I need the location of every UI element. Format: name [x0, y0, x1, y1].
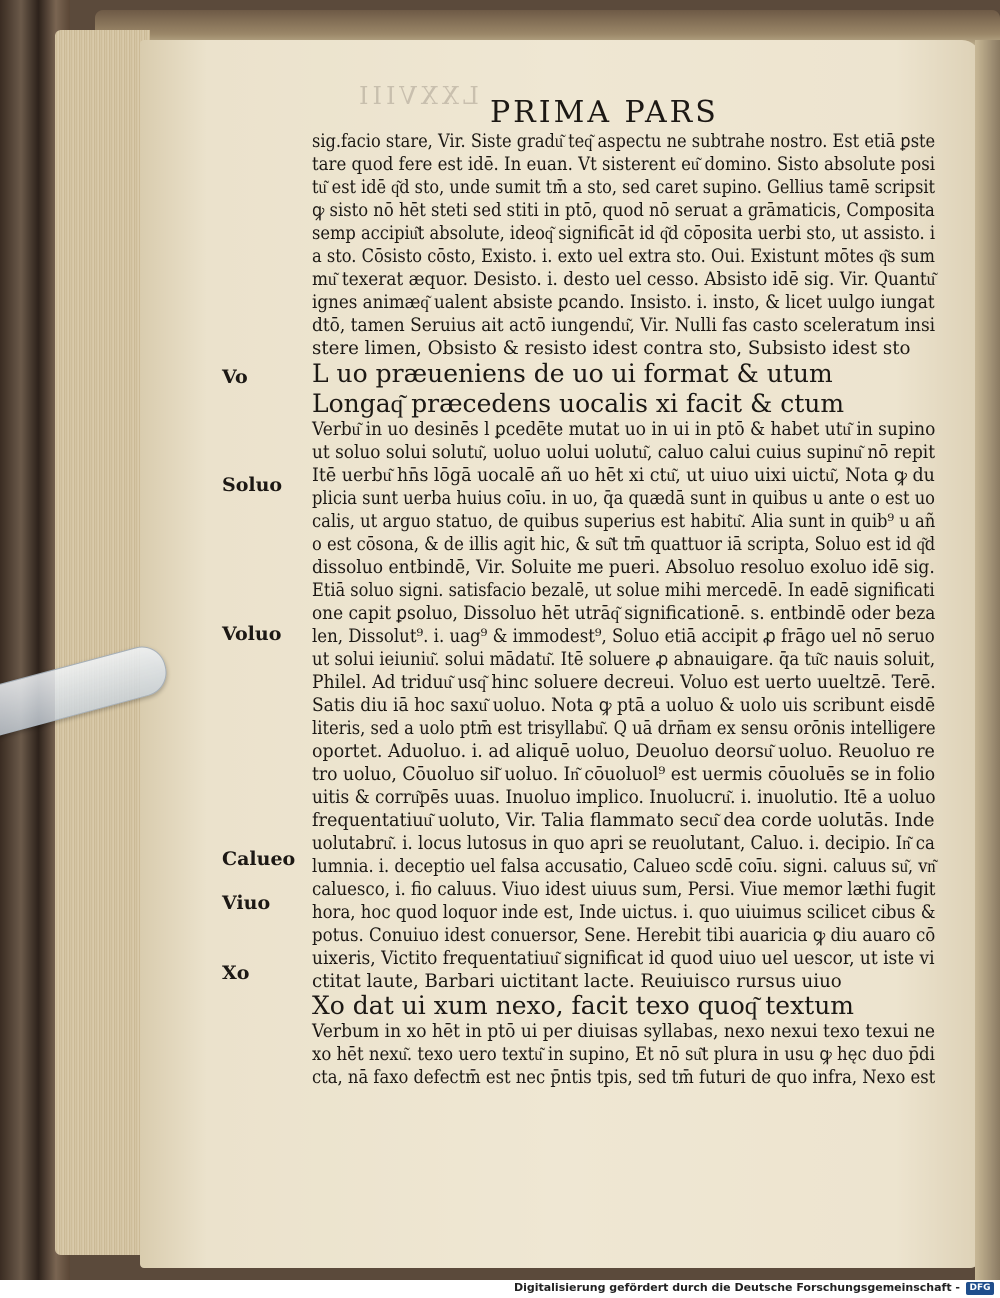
margin-note-calueo: Calueo — [222, 848, 296, 870]
text-line: uixeris, Victito frequentatiuu͂ significat id quod uiuo uel uescor, ut iste vi — [312, 948, 935, 969]
show-through-text: LXXVIII — [355, 82, 479, 110]
text-line: hora, hoc quod loquor inde est, Inde uictus. i. quo uiuimus scilicet cibus & — [312, 902, 936, 923]
text-line: potus. Conuiuo idest conuersor, Sene. Herebit tibi auaricia ꝙ diu auaro cō — [312, 925, 936, 946]
text-line: ignes animæq͂ ualent absiste ꝑcando. Insisto. i. insto, & licet uulgo iungat — [312, 292, 935, 313]
verse-line: Xo dat ui xum nexo, facit texo quoq͂ textum — [312, 991, 855, 1020]
text-line: xo hēt nexu͂. texo uero textu͂ in supino, Et nō su͂t plura in usu ꝙ hęc duo p̄di — [312, 1044, 935, 1065]
text-line: sig.facio stare, Vir. Siste gradu͂ teq͂ aspectu ne subtrahe nostro. Est etiā ꝑste — [312, 131, 936, 152]
text-line: o est cōsona, & de illis agit hic, & su͂t tm̄ quattuor iā scripta, Soluo est id q͂d — [312, 534, 936, 555]
text-line: ctitat laute, Barbari uictitant lacte. Reuiuisco rursus uiuo — [312, 971, 842, 992]
margin-note-vo: Vo — [222, 366, 248, 388]
verse-line: L uo præueniens de uo ui format & utum — [312, 359, 833, 388]
footer-bar — [0, 1280, 1000, 1298]
text-line: tro uoluo, Cōuoluo sil͂ uoluo. In͂ cōuoluol⁹ est uermis cōuoluēs se in folio — [312, 764, 936, 785]
text-line: mu͂ texerat æquor. Desisto. i. desto uel cesso. Absisto idē sig. Vir. Quantu͂ — [312, 269, 936, 290]
text-line: lumnia. i. deceptio uel falsa accusatio, Calueo scdē coīu. signi. caluus su͂, vn͂ — [312, 856, 936, 877]
text-line: plicia sunt uerba huius coīu. in uo, q̄a quædā sunt in quibus u ante o est uo — [312, 488, 935, 509]
page-stack-edge — [55, 30, 150, 1255]
dfg-logo: DFG — [966, 1282, 994, 1295]
text-line: Satis diu iā hoc saxu͂ uoluo. Nota ꝙ ptā a uoluo & uolo uis scribunt eisdē — [312, 695, 936, 716]
text-line: tu͂ est idē q͂d sto, unde sumit tm̄ a sto, sed caret supino. Gellius tamē scripsit — [312, 177, 935, 198]
text-line: Itē uerbu͂ hn̄s lōgā uocalē añ uo hēt xi ctu͂, ut uiuo uixi uictu͂, Nota ꝙ du — [312, 465, 935, 486]
margin-note-viuo: Viuo — [222, 892, 271, 914]
text-line: one capit ꝑsoluo, Dissoluo hēt utrāq͂ significationē. s. entbindē oder beza — [312, 603, 936, 624]
page-right-edge — [975, 40, 1000, 1280]
margin-note-xo: Xo — [222, 962, 250, 984]
text-line: Philel. Ad triduu͂ usq͂ hinc soluere decreui. Voluo est uerto uueltzē. Terē. — [312, 672, 936, 693]
funding-credit: Digitalisierung gefördert durch die Deutsche Forschungsgemeinschaft - — [513, 1281, 960, 1294]
margin-note-soluo: Soluo — [222, 474, 283, 496]
text-line: Etiā soluo signi. satisfacio bezalē, ut solue mihi mercedē. In eadē significati — [312, 580, 935, 601]
text-line: ut soluo solui solutu͂, uoluo uolui uolutu͂, caluo calui cuius supinu͂ nō repit — [312, 442, 936, 463]
text-line: len, Dissolut⁹. i. uag⁹ & immodest⁹, Soluo etiā accipit ꝓ frāgo uel nō seruo — [312, 626, 935, 647]
text-line: Verbu͂ in uo desinēs l ꝑcedēte mutat uo in ui in ptō & habet utu͂ in supino — [312, 419, 936, 440]
verse-line: Longaq͂ præcedens uocalis xi facit & ctum — [312, 389, 845, 418]
text-line: ut solui ieiuniu͂. solui mādatu͂. Itē soluere ꝓ abnauigare. q̄a tu͂c nauis soluit, — [312, 649, 936, 670]
text-line: semp accipiu͂t absolute, ideoq͂ significāt id q͂d cōposita uerbi sto, ut assisto. i — [312, 223, 936, 244]
margin-note-voluo: Voluo — [222, 623, 282, 645]
text-line: cta, nā faxo defectm̄ est nec p̄ntis tpis, sed tm̄ futuri de quo infra, Nexo est — [312, 1067, 936, 1088]
text-line: a sto. Cōsisto cōsto, Existo. i. exto uel extra sto. Oui. Existunt mōtes q͂s sum — [312, 246, 935, 267]
text-line: dissoluo entbindē, Vir. Soluite me pueri. Absoluo resoluo exoluo idē sig. — [312, 557, 935, 578]
running-head: PRIMA PARS — [490, 95, 719, 130]
text-line: Verbum in xo hēt in ptō ui per diuisas syllabas, nexo nexui texo texui ne — [312, 1021, 936, 1042]
text-line: tare quod fere est idē. In euan. Vt sisterent eu͂ domino. Sisto absolute posi — [312, 154, 936, 175]
text-line: ꝙ sisto nō hēt steti sed stiti in ptō, quod nō seruat a grāmaticis, Composita — [312, 200, 935, 221]
text-line: calis, ut arguo statuo, de quibus superius est habitu͂. Alia sunt in quib⁹ u añ — [312, 511, 936, 532]
text-line: literis, sed a uolo ptm̄ est trisyllabu͂. Q uā drn̄am ex sensu orōnis intelligere — [312, 718, 936, 739]
text-line: dtō, tamen Seruius ait actō iungendu͂, Vir. Nulli fas casto sceleratum insi — [312, 315, 936, 336]
text-line: oportet. Aduoluo. i. ad aliquē uoluo, Deuoluo deorsu͂ uoluo. Reuoluo re — [312, 741, 935, 762]
text-line: caluesco, i. fio caluus. Viuo idest uiuus sum, Persi. Viue memor læthi fugit — [312, 879, 936, 900]
text-line: frequentatiuu͂ uoluto, Vir. Talia flammato secu͂ dea corde uolutās. Inde — [312, 810, 935, 831]
text-line: uitis & corru͂pēs uuas. Inuoluo implico. Inuolucru͂. i. inuolutio. Itē a uoluo — [312, 787, 936, 808]
text-line: uolutabru͂. i. locus lutosus in quo apri se reuolutant, Caluo. i. decipio. In͂ ca — [312, 833, 935, 854]
text-line: stere limen, Obsisto & resisto idest contra sto, Subsisto idest sto — [312, 338, 911, 359]
